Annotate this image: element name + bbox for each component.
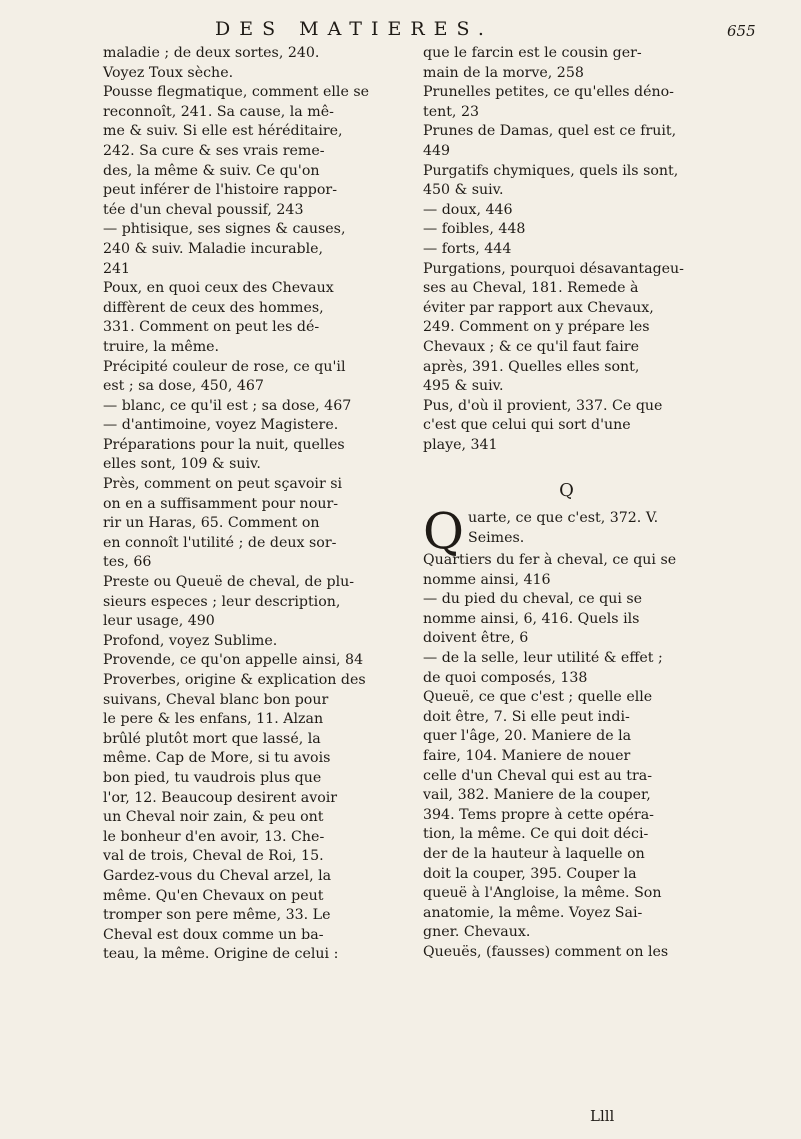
index-entry: Pousse flegmatique, comment elle se reconnoît, 241. Sa cause, la mê- me & suiv. Si elle est héréditaire, 242. Sa cure & ses vrais reme- des, la même & suiv. Ce qu'on peut inférer de l'histoire rappor- tée d'un cheval poussif, 243 [103, 84, 370, 218]
index-entry: — foibles, 448 [423, 221, 526, 238]
index-entry: Quartiers du fer à cheval, ce qui se nomme ainsi, 416 [423, 552, 677, 588]
index-entry: Prunes de Damas, quel est ce fruit, 449 [423, 123, 677, 159]
left-column [103, 44, 403, 965]
index-entry: — du pied du cheval, ce qui se nomme ainsi, 6, 416. Quels ils doivent être, 6 [423, 591, 643, 647]
index-entry: maladie ; de deux sortes, 240. Voyez Toux sèche. [103, 45, 320, 81]
index-entry: Quarte, ce que c'est, 372. V. Seimes. [423, 502, 659, 561]
index-entry: Provende, ce qu'on appelle ainsi, 84 [103, 652, 364, 669]
index-entry: que le farcin est le cousin ger- main de la morve, 258 [423, 45, 642, 81]
index-entry: — phtisique, ses signes & causes, 240 & suiv. Maladie incurable, 241 [103, 221, 346, 277]
index-entry: Proverbes, origine & explication des suivans, Cheval blanc bon pour le pere & les enfans, 11. Alzan brûlé plutôt mort que lassé, la même. Cap de More, si tu avois bon pied, tu vaudrois plus que l'or, 12. Beaucoup desirent avoir un Cheval noir zain, & peu ont le bonheur d'en avoir, 13. Che- val de trois, Cheval de Roi, 15. Gardez-vous du Cheval arzel, la même. Qu'en Chevaux on peut tromper son pere même, 33. Le Cheval est doux comme un ba- teau, la même. Origine de celui : [103, 672, 366, 963]
page-number: 655 [727, 22, 756, 40]
index-entry: — d'antimoine, voyez Magistere. [103, 417, 339, 434]
index-entry: — forts, 444 [423, 240, 512, 257]
index-entry: Purgations, pourquoi désavantageu- ses au Cheval, 181. Remede à éviter par rapport aux Chevaux, 249. Comment on y prépare les Chevaux ; & ce qu'il faut faire après, 391. Quelles elles sont, 495 & suiv. [423, 260, 684, 395]
section-letter: Q [559, 480, 574, 502]
index-entry: Preste ou Queuë de cheval, de plu- sieurs especes ; leur description, leur usage, 490 [103, 574, 355, 630]
signature-mark: Llll [590, 1107, 615, 1125]
index-entry: Queuë, ce que c'est ; quelle elle doit être, 7. Si elle peut indi- quer l'âge, 20. Maniere de la faire, 104. Maniere de nouer celle d'un Cheval qui est au tra- vail, 382. Maniere de la couper, 394. Tems propre à cette opéra- tion, la même. Ce qui doit déci- der de la hauteur à laquelle on doit la couper, 395. Couper la queuë à l'Angloise, la même. Son anatomie, la même. Voyez Sai- gner. Chevaux. [423, 689, 662, 941]
index-entry: Purgatifs chymiques, quels ils sont, 450 & suiv. [423, 162, 679, 199]
index-entry: Pus, d'où il provient, 337. Ce que c'est que celui qui sort d'une playe, 341 [423, 397, 663, 453]
index-entry: Préparations pour la nuit, quelles elles sont, 109 & suiv. [103, 436, 345, 473]
index-entry: Prunelles petites, ce qu'elles déno- tent, 23 [423, 84, 674, 120]
index-entry: Queuës, (fausses) comment on les [423, 943, 669, 960]
index-entry: — doux, 446 [423, 201, 513, 218]
running-title: DES MATIERES. [215, 18, 493, 40]
index-entry: Poux, en quoi ceux des Chevaux diffèrent de ceux des hommes, 331. Comment on peut les dé- truire, la même. [103, 280, 334, 355]
index-entry: Près, comment on peut sçavoir si on en a suffisamment pour nour- rir un Haras, 65. Comment on en connoît l'utilité ; de deux sor- tes, 66 [103, 476, 343, 571]
index-entry: — blanc, ce qu'il est ; sa dose, 467 [103, 397, 352, 414]
drop-cap: Q [423, 502, 464, 561]
index-entry: Profond, voyez Sublime. [103, 632, 278, 649]
right-column [423, 44, 710, 963]
index-entry: — de la selle, leur utilité & effet ; de quoi composés, 138 [423, 650, 663, 686]
index-entry: Précipité couleur de rose, ce qu'il est ; sa dose, 450, 467 [103, 358, 346, 395]
